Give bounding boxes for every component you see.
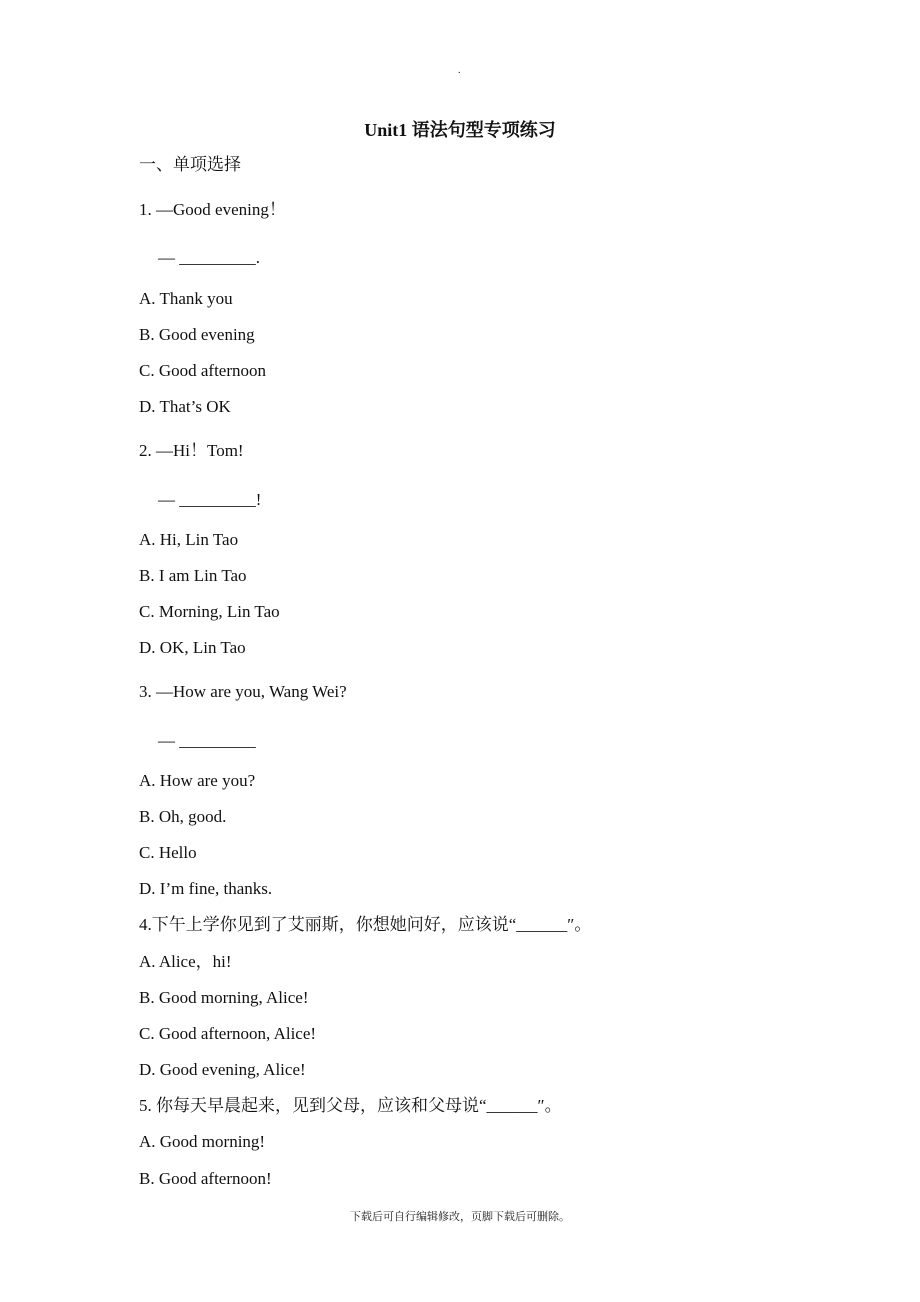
answer-blank-line: — _________! — [158, 490, 262, 509]
option-c: C. Morning, Lin Tao — [139, 602, 280, 621]
page-title: Unit1 语法句型专项练习 — [364, 120, 556, 140]
question-stem: 5. 你每天早晨起来，见到父母，应该和父母说“______″。 — [139, 1096, 562, 1115]
option-a: A. How are you? — [139, 771, 256, 790]
option-d: D. Good evening, Alice! — [139, 1060, 306, 1079]
question-stem: 1. —Good evening！ — [139, 200, 286, 219]
option-a: A. Hi, Lin Tao — [139, 530, 239, 549]
option-c: C. Good afternoon — [139, 361, 267, 380]
option-a: A. Alice，hi! — [139, 952, 232, 971]
header-mark: . — [458, 65, 461, 76]
option-a: A. Thank you — [139, 289, 233, 308]
option-b: B. Good morning, Alice! — [139, 988, 309, 1007]
option-c: C. Good afternoon, Alice! — [139, 1024, 317, 1043]
question-stem: 4.下午上学你见到了艾丽斯，你想她问好，应该说“______″。 — [139, 915, 592, 934]
option-b: B. Good evening — [139, 325, 255, 344]
question-stem: 2. —Hi！Tom! — [139, 441, 244, 460]
option-d: D. I’m fine, thanks. — [139, 879, 273, 898]
page-footer: 下载后可自行编辑修改，页脚下载后可删除。 — [350, 1211, 570, 1223]
question-stem: 3. —How are you, Wang Wei? — [139, 682, 347, 701]
option-a: A. Good morning! — [139, 1132, 266, 1151]
option-b: B. Oh, good. — [139, 807, 227, 826]
option-b: B. I am Lin Tao — [139, 566, 247, 585]
option-d: D. That’s OK — [139, 397, 231, 416]
option-b: B. Good afternoon! — [139, 1169, 272, 1188]
option-c: C. Hello — [139, 843, 197, 862]
option-d: D. OK, Lin Tao — [139, 638, 246, 657]
section-heading: 一、单项选择 — [139, 155, 241, 174]
answer-blank-line: — _________ — [158, 731, 256, 750]
answer-blank-line: — _________. — [158, 248, 260, 267]
